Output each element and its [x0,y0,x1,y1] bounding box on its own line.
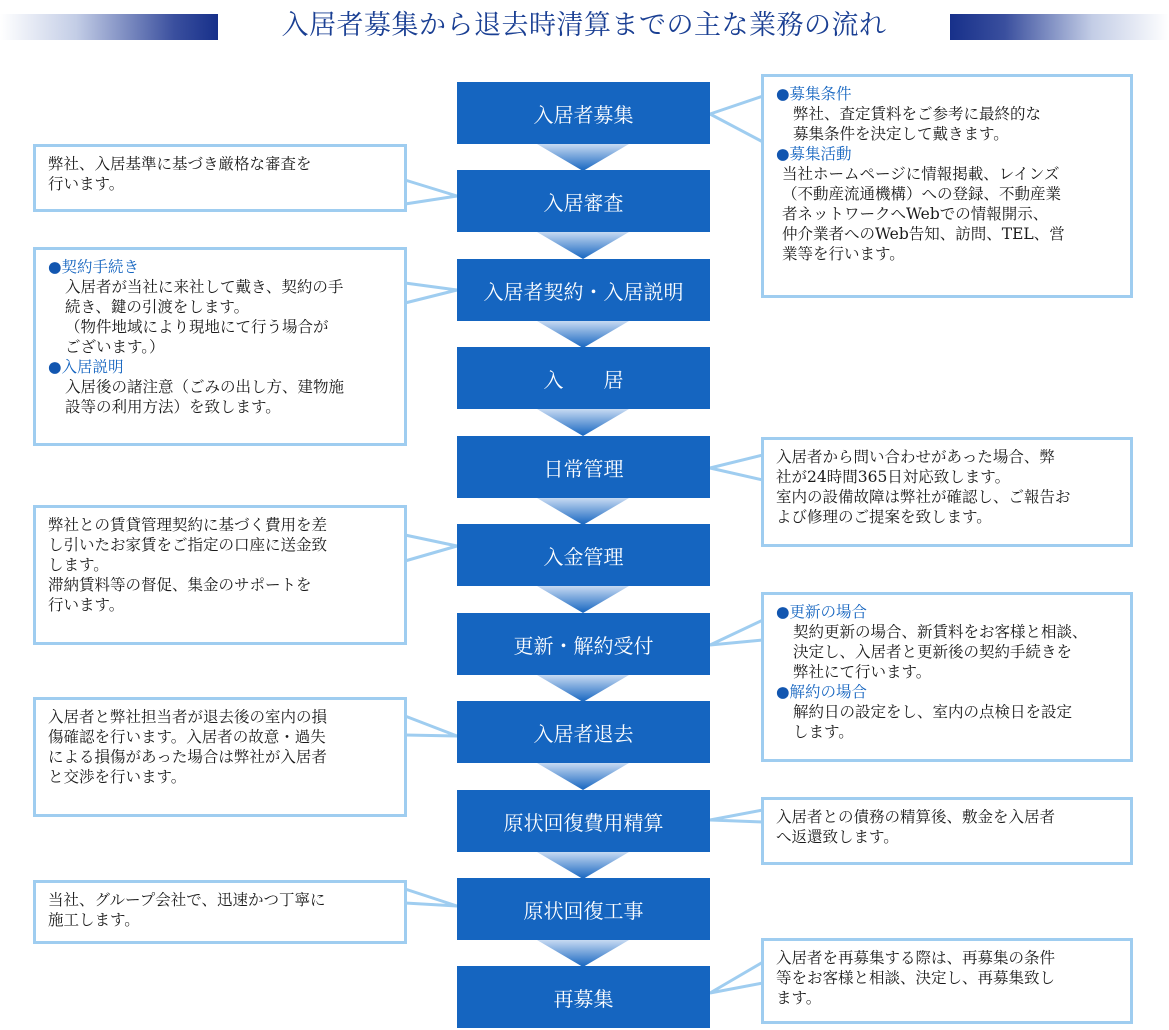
note-line: 入居者との債務の精算後、敷金を入居者 [776,808,1056,826]
note-line: 入居者と弊社担当者が退去後の室内の損 [48,708,328,726]
step-screening: 入居審査 [457,170,710,232]
flow-arrow [537,232,629,259]
connector-screening [405,180,457,204]
bullet-heading: ●更新の場合 [776,603,868,621]
connector-renewal [710,620,763,645]
connector-daily [710,455,763,480]
step-re-recruitment: 再募集 [457,966,710,1028]
note-line: 当社ホームページに情報掲載、レインズ [782,165,1060,183]
connector-payment [405,535,457,561]
note-line: します。 [48,556,109,574]
note-line: へ返還致します。 [776,828,899,846]
flow-arrow [537,852,629,879]
connector-moveout [405,716,457,736]
note-line: 仲介業者へのWeb告知、訪問、TEL、営 [782,225,1065,243]
note-line: ます。 [776,989,822,1007]
note-line: ございます。） [65,338,165,356]
note-line: 者ネットワークへWebでの情報開示、 [782,205,1049,223]
page-title: 入居者募集から退去時清算までの主な業務の流れ [281,10,887,41]
note-line: 等をお客様と相談、決定し、再募集致し [776,969,1056,987]
connector-rerecruit [710,962,763,993]
note-line: による損傷があった場合は弊社が入居者 [48,748,327,766]
step-restoration-settlement: 原状回復費用精算 [457,790,710,852]
bullet-heading: ●募集活動 [776,145,852,163]
note-renewal-cancellation [761,592,1133,762]
note-line: （不動産流通機構）への登録、不動産業 [782,185,1062,203]
note-line: 募集条件を決定して戴きます。 [793,125,1009,143]
note-line: 入居後の諸注意（ごみの出し方、建物施 [65,378,345,396]
note-line: 弊社、査定賃料をご参考に最終的な [793,105,1042,123]
connector-recruit [710,96,763,142]
flow-arrow [537,675,629,702]
flow-arrow [537,321,629,348]
connector-contract [405,283,457,303]
note-line: 解約日の設定をし、室内の点検日を設定 [793,703,1073,721]
note-line: と交渉を行います。 [48,768,187,786]
note-contract [33,247,407,446]
note-line: 入居者が当社に来社して戴き、契約の手 [65,278,344,296]
step-payment-management: 入金管理 [457,524,710,586]
note-recruitment [761,74,1133,298]
flow-arrow [537,586,629,613]
note-line: 社が24時間365日対応致します。 [776,468,1011,486]
flow-arrow [537,144,629,171]
flow-arrow [537,409,629,436]
note-line: します。 [793,723,854,741]
note-line: 弊社、入居基準に基づき厳格な審査を [48,155,312,173]
note-move-out [33,697,407,817]
note-restoration-settlement [761,797,1133,865]
note-line: 続き、鍵の引渡をします。 [65,298,250,316]
bullet-heading: ●解約の場合 [776,683,868,701]
connector-restoration [405,889,457,906]
note-line: 傷確認を行います。入居者の故意・過失 [48,728,326,746]
note-daily-management [761,437,1133,547]
note-line: 設等の利用方法）を致します。 [65,398,281,416]
connector-settlement [710,810,763,822]
note-restoration-work [33,880,407,944]
note-line: し引いたお家賃をご指定の口座に送金致 [48,536,328,554]
step-contract: 入居者契約・入居説明 [457,259,710,321]
bullet-heading: ●入居説明 [48,358,124,376]
note-line: 滞納賃料等の督促、集金のサポートを [48,576,312,594]
note-line: よび修理のご提案を致します。 [776,508,992,526]
step-move-out: 入居者退去 [457,701,710,763]
note-line: 行います。 [48,596,125,614]
note-line: 契約更新の場合、新賃料をお客様と相談、 [793,623,1088,641]
step-recruitment: 入居者募集 [457,82,710,144]
note-line: 室内の設備故障は弊社が確認し、ご報告お [776,488,1071,506]
flow-arrow [537,763,629,790]
step-renewal-cancellation: 更新・解約受付 [457,613,710,675]
bullet-heading: ●契約手続き [48,258,140,276]
note-line: 弊社との賃貸管理契約に基づく費用を差 [48,516,328,534]
step-daily-management: 日常管理 [457,436,710,498]
note-line: 入居者を再募集する際は、再募集の条件 [776,949,1056,967]
note-payment-management [33,505,407,645]
note-line: 行います。 [48,175,125,193]
note-re-recruitment [761,938,1133,1024]
note-line: 当社、グループ会社で、迅速かつ丁寧に [48,891,326,909]
note-line: 業等を行います。 [782,245,905,263]
flow-arrow [537,940,629,967]
note-line: 施工します。 [48,911,140,929]
note-screening [33,144,407,212]
note-line: （物件地域により現地にて行う場合が [65,318,329,336]
note-line: 入居者から問い合わせがあった場合、弊 [776,448,1055,466]
step-restoration-work: 原状回復工事 [457,878,710,940]
bullet-heading: ●募集条件 [776,85,852,103]
note-line: 決定し、入居者と更新後の契約手続きを [793,643,1073,661]
note-line: 弊社にて行います。 [793,663,932,681]
step-move-in: 入 居 [457,347,710,409]
flow-arrow [537,498,629,525]
